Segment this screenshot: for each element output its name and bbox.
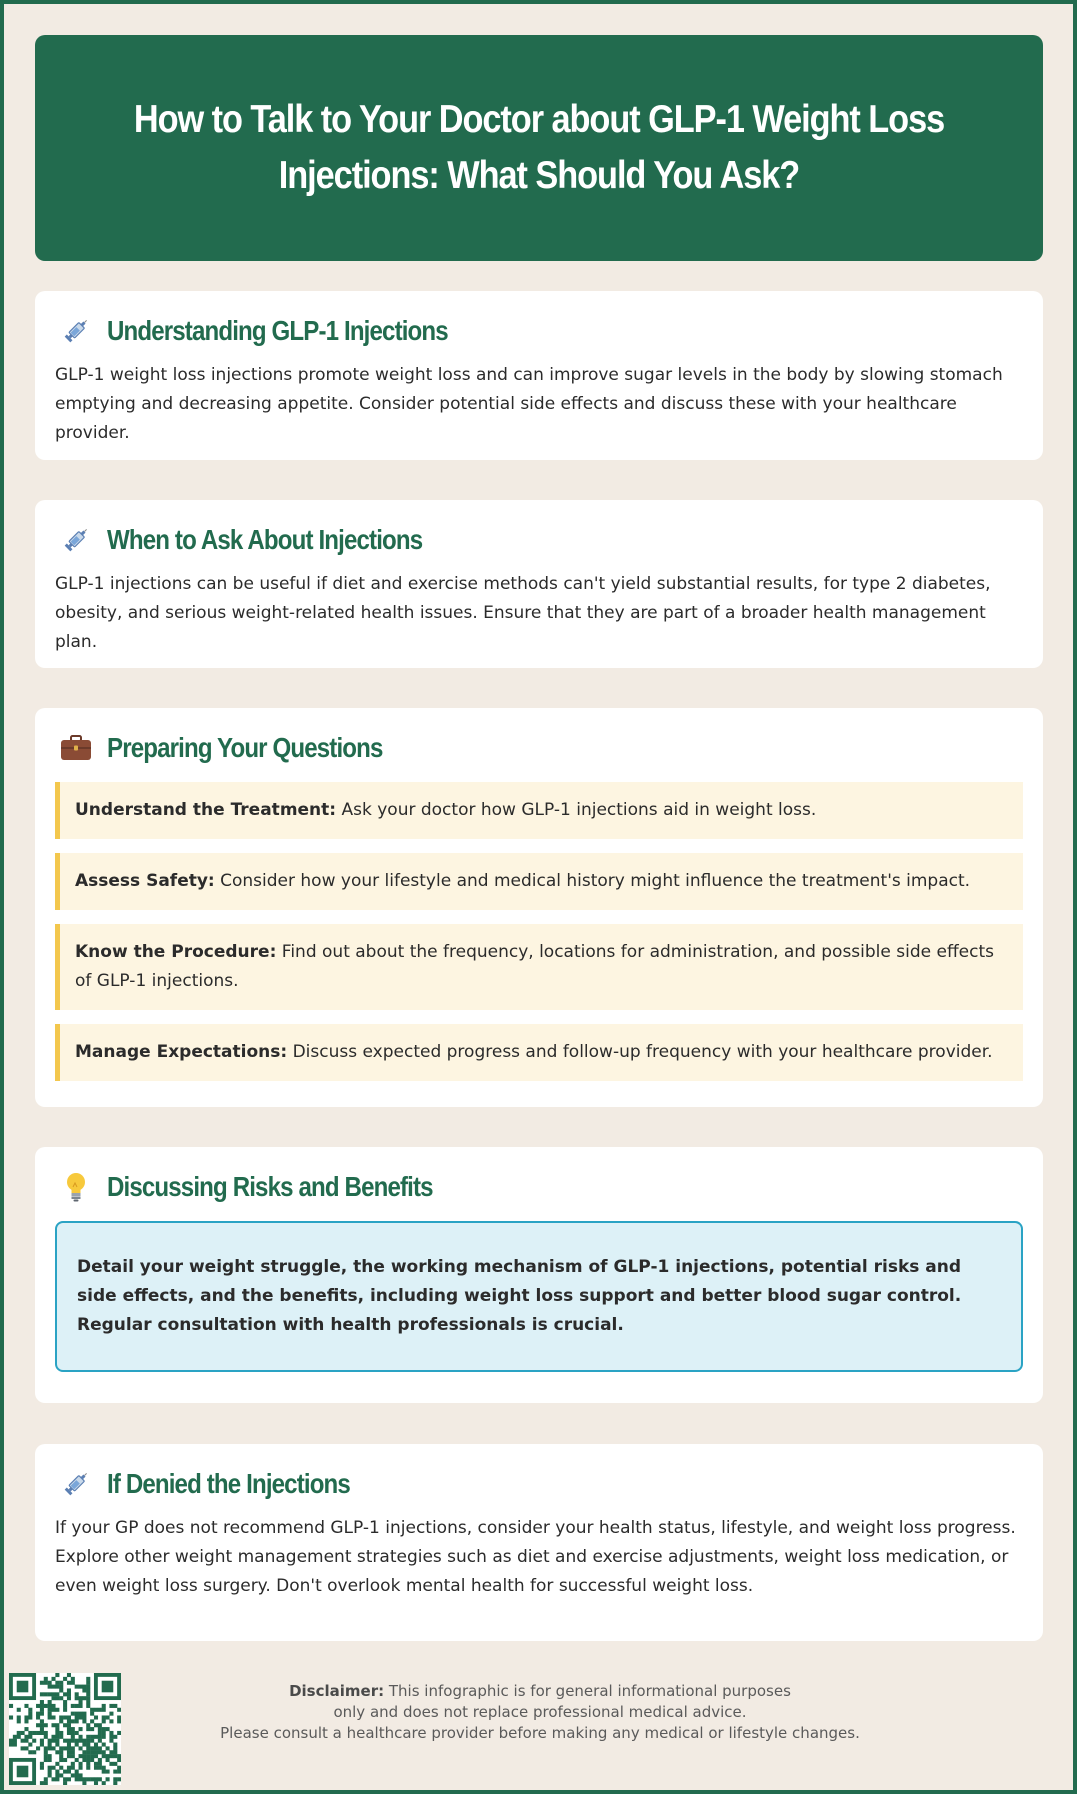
section-title: When to Ask About Injections [107,524,423,555]
section-text: If your GP does not recommend GLP-1 injections, consider your health status, lifestyle, and weight loss progress. Explore other weight management strategies such as diet and exercise adjustments, weight loss medication, or even weight loss surgery. Don't overlook mental health for successful weight loss. [55,1518,1016,1596]
page-title: How to Talk to Your Doctor about GLP-1 Weight Loss Injections: What Should You Ask? [133,98,945,197]
section-understanding [35,291,1043,460]
section-denied [35,1444,1043,1641]
section-text: GLP-1 injections can be useful if diet and exercise methods can't yield substantial results, for type 2 diabetes, obesity, and serious weight-related health issues. Ensure that they are part of a broader health management plan. [55,574,991,652]
question-item [55,1024,1023,1081]
disclaimer-line-2: only and does not replace professional medical advice. [333,1703,747,1721]
section-title: Understanding GLP-1 Injections [107,315,448,346]
disclaimer-label: Disclaimer: [289,1682,385,1700]
section-title: Discussing Risks and Benefits [107,1171,433,1202]
question-label: Know the Procedure: [75,942,277,962]
section-heading [55,728,1023,768]
section-title: Preparing Your Questions [107,732,383,763]
info-box-text: Detail your weight struggle, the working mechanism of GLP-1 injections, potential risks and side effects, and the benefits, including weight loss support and better blood sugar control. Regular consultation with health professionals is crucial. [77,1257,962,1335]
question-label: Assess Safety: [75,871,215,891]
section-heading [55,1464,1023,1504]
disclaimer-line-1: Disclaimer: This infographic is for general informational purposes [289,1682,791,1700]
question-item [55,924,1023,1010]
info-box [55,1221,1023,1372]
question-item [55,782,1023,839]
qr-code[interactable] [9,1673,121,1785]
section-risks [35,1147,1043,1403]
question-label: Manage Expectations: [75,1042,288,1062]
section-when-to-ask [35,500,1043,668]
disclaimer [200,1681,880,1744]
disclaimer-line-3: Please consult a healthcare provider before making any medical or lifestyle changes. [220,1724,860,1742]
question-item [55,853,1023,910]
syringe-icon [59,523,93,557]
question-text: Ask your doctor how GLP-1 injections aid in weight loss. [341,800,817,820]
question-text: Discuss expected progress and follow-up frequency with your healthcare provider. [292,1042,993,1062]
page-header [35,35,1043,261]
question-label: Understand the Treatment: [75,800,337,820]
question-text: Consider how your lifestyle and medical history might influence the treatment's impact. [220,871,971,891]
briefcase-icon [59,731,93,765]
section-heading [55,1167,1023,1207]
syringe-icon [59,1467,93,1501]
lightbulb-icon [59,1170,93,1204]
question-text: Find out about the frequency, locations for administration, and possible side effects of GLP-1 injections. [75,942,994,991]
section-preparing [35,708,1043,1107]
section-heading [55,311,1023,351]
section-text: GLP-1 weight loss injections promote weight loss and can improve sugar levels in the body by slowing stomach emptying and decreasing appetite. Consider potential side effects and discuss these with your healthcare provider. [55,365,1003,443]
syringe-icon [59,314,93,348]
section-title: If Denied the Injections [107,1468,350,1499]
section-heading [55,520,1023,560]
